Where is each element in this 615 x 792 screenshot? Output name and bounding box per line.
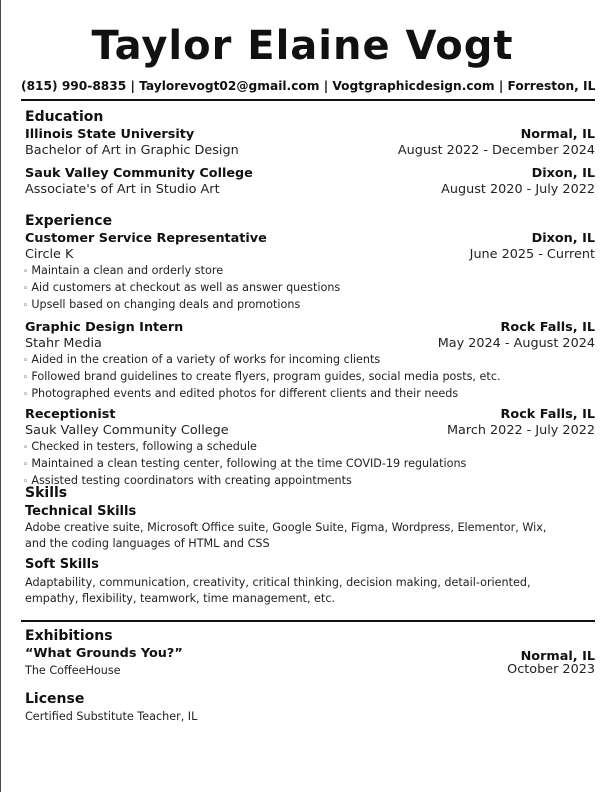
job-location: Rock Falls, IL [500, 407, 595, 422]
bullet-icon: ◦ [23, 443, 29, 453]
bullet-icon: ◦ [23, 284, 29, 294]
exhibition-title: “What Grounds You?” [25, 646, 183, 661]
job-employer-row [25, 423, 595, 439]
education-heading: Education [25, 109, 104, 125]
experience-section [25, 212, 595, 490]
job-dates: March 2022 - July 2022 [446, 423, 595, 438]
bullet-text: Maintained a clean testing center, following at the time COVID-19 regulations [31, 457, 467, 470]
job-bullet [23, 456, 595, 473]
job-employer-row [25, 247, 595, 263]
job-bullet [23, 280, 595, 297]
license-heading: License [25, 691, 85, 707]
education-dates: August 2022 - December 2024 [397, 143, 595, 158]
job-title: Graphic Design Intern [25, 320, 184, 335]
job-bullet [23, 369, 595, 386]
education-entry-row [25, 143, 595, 159]
exhibitions-section [25, 627, 595, 678]
bullet-text: Followed brand guidelines to create flyers, program guides, social media posts, etc. [31, 370, 501, 383]
soft-skills-heading: Soft Skills [25, 557, 99, 572]
job-bullet [23, 297, 595, 314]
job-dates: June 2025 - Current [469, 247, 595, 262]
bullet-icon: ◦ [23, 373, 29, 383]
job-header-row [25, 231, 595, 247]
exhibitions-divider [21, 620, 595, 622]
exhibition-venue-row [25, 662, 595, 678]
bullet-text: Photographed events and edited photos for different clients and their needs [31, 387, 459, 400]
exhibitions-heading: Exhibitions [25, 628, 113, 644]
exhibition-venue: The CoffeeHouse [25, 664, 121, 677]
job-location: Dixon, IL [531, 231, 595, 246]
job-title: Receptionist [25, 407, 116, 422]
technical-skills-text [25, 520, 595, 551]
exhibition-location: Normal, IL [520, 649, 595, 664]
bullet-text: Aided in the creation of a variety of works for incoming clients [31, 353, 381, 366]
job-header-row [25, 407, 595, 423]
job-bullet [23, 352, 595, 369]
bullet-icon: ◦ [23, 477, 29, 487]
school-location: Normal, IL [520, 127, 595, 142]
skills-line: empathy, flexibility, teamwork, time management, etc. [25, 591, 336, 605]
bullet-text: Aid customers at checkout as well as answer questions [31, 281, 341, 294]
job-employer: Sauk Valley Community College [25, 423, 229, 438]
skills-line: Adobe creative suite, Microsoft Office suite, Google Suite, Figma, Wordpress, Elementor, Wix, [25, 521, 547, 534]
education-dates: August 2020 - July 2022 [441, 182, 595, 197]
experience-heading: Experience [25, 213, 113, 229]
bullet-icon: ◦ [23, 301, 29, 311]
school-name: Sauk Valley Community College [25, 166, 253, 181]
job-dates: May 2024 - August 2024 [437, 336, 595, 351]
license-text: Certified Substitute Teacher, IL [25, 710, 198, 723]
technical-skills-heading: Technical Skills [25, 504, 137, 519]
bullet-text: Assisted testing coordinators with creating appointments [31, 474, 352, 487]
license-section [25, 690, 595, 724]
job-title: Customer Service Representative [25, 231, 267, 246]
bullet-icon: ◦ [23, 390, 29, 400]
education-entry-row [25, 182, 595, 198]
skills-line: and the coding languages of HTML and CSS [25, 536, 270, 550]
exhibition-title-row [25, 646, 595, 662]
job-location: Rock Falls, IL [500, 320, 595, 335]
job-bullet [23, 439, 595, 456]
degree: Bachelor of Art in Graphic Design [25, 143, 239, 158]
bullet-icon: ◦ [23, 460, 29, 470]
bullet-text: Upsell based on changing deals and promotions [31, 298, 301, 311]
job-bullet [23, 263, 595, 280]
bullet-text: Checked in testers, following a schedule [31, 440, 257, 453]
education-entry-row [25, 166, 595, 182]
job-header-row [25, 320, 595, 336]
exhibition-date: October 2023 [507, 662, 595, 677]
job-bullet [23, 386, 595, 403]
job-employer-row [25, 336, 595, 352]
skills-line: Adaptability, communication, creativity, critical thinking, decision making, detail-oriented, [25, 576, 531, 589]
resume-name: Taylor Elaine Vogt [91, 23, 514, 69]
bullet-icon: ◦ [23, 356, 29, 366]
job-employer: Stahr Media [25, 336, 102, 351]
school-location: Dixon, IL [531, 166, 595, 181]
education-section [25, 108, 595, 198]
header-divider [21, 99, 595, 101]
contact-line: (815) 990-8835 | Taylorevogt02@gmail.com | Vogtgraphicdesign.com | Forreston, IL [21, 79, 596, 93]
bullet-text: Maintain a clean and orderly store [31, 264, 224, 277]
degree: Associate's of Art in Studio Art [25, 182, 220, 197]
skills-heading: Skills [25, 485, 68, 501]
skills-section [25, 484, 595, 606]
soft-skills-text [25, 575, 595, 606]
job-employer: Circle K [25, 247, 74, 262]
bullet-icon: ◦ [23, 267, 29, 277]
education-entry-row [25, 127, 595, 143]
school-name: Illinois State University [25, 127, 195, 142]
